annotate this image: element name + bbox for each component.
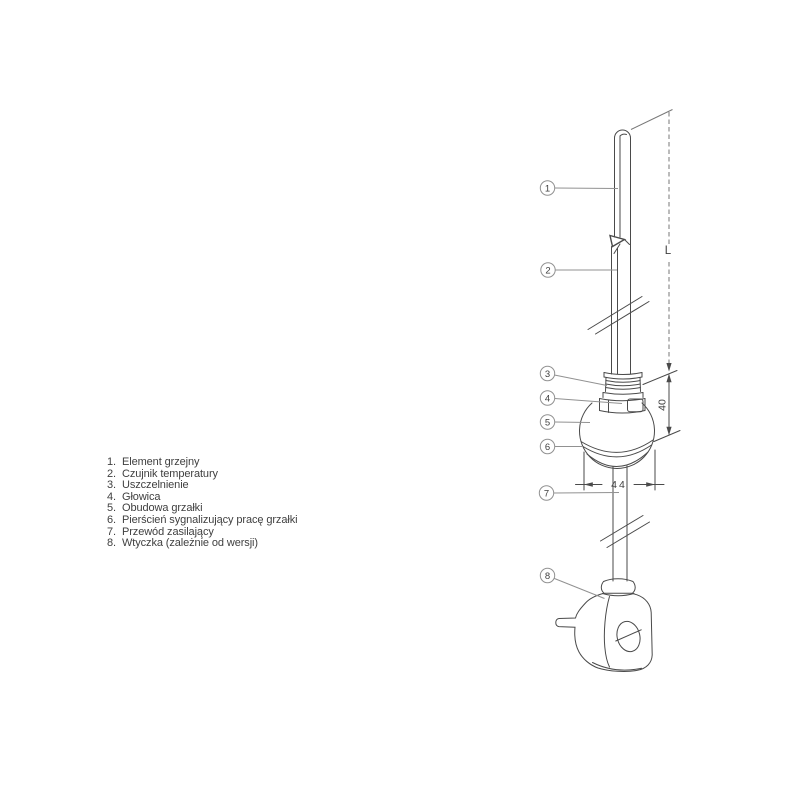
legend-item-label: Element grzejny xyxy=(122,456,200,468)
callout-1-number: 1 xyxy=(544,183,551,195)
plug xyxy=(556,579,652,672)
tube-break-marks xyxy=(588,297,649,335)
dimension-length xyxy=(631,110,673,372)
callout-7 xyxy=(539,486,619,500)
legend-item-number: 5. xyxy=(107,502,116,515)
dimension-head-height xyxy=(643,371,680,442)
callout-3 xyxy=(540,366,607,385)
legend-item-label: Głowica xyxy=(122,490,161,503)
temperature-sensor-cutaway xyxy=(610,236,630,375)
callout-2-number: 2 xyxy=(545,265,551,277)
legend-item-label: Pierścień sygnalizujący pracę grzałki xyxy=(122,513,298,526)
legend-item-number: 4. xyxy=(107,490,116,503)
callout-4-number: 4 xyxy=(544,393,551,405)
callout-2 xyxy=(541,263,617,277)
legend-item-number: 6. xyxy=(107,513,116,526)
dimension-length-label: L xyxy=(664,245,672,257)
legend-item-label: Czujnik temperatury xyxy=(122,467,218,480)
legend-item-label: Przewód zasilający xyxy=(122,525,214,538)
callout-8-number: 8 xyxy=(544,570,551,582)
legend-item-label: Uszczelnienie xyxy=(122,479,189,492)
legend-item-label: Obudowa grzałki xyxy=(122,502,203,515)
callout-8 xyxy=(540,568,604,598)
seal xyxy=(603,373,643,398)
legend-item-label: Wtyczka (zależnie od wersji) xyxy=(122,537,258,550)
head-nut xyxy=(600,399,646,414)
dimension-head-height-label: 40 xyxy=(656,399,669,411)
dimension-body-width-label: 44 xyxy=(611,479,627,491)
heating-element-tube xyxy=(615,130,631,374)
legend-item-number: 1. xyxy=(107,456,116,468)
callout-7-number: 7 xyxy=(543,488,550,500)
indicator-ring xyxy=(581,440,653,467)
callout-1 xyxy=(540,181,618,195)
callout-5-number: 5 xyxy=(544,417,551,429)
legend-item-number: 8. xyxy=(107,537,116,550)
legend-item-number: 3. xyxy=(107,479,116,492)
legend-item-number: 2. xyxy=(107,467,116,480)
callout-4 xyxy=(540,391,622,405)
callout-6-number: 6 xyxy=(544,441,551,453)
legend-item-number: 7. xyxy=(107,525,116,538)
callout-6 xyxy=(540,439,583,453)
callout-3-number: 3 xyxy=(544,368,551,380)
